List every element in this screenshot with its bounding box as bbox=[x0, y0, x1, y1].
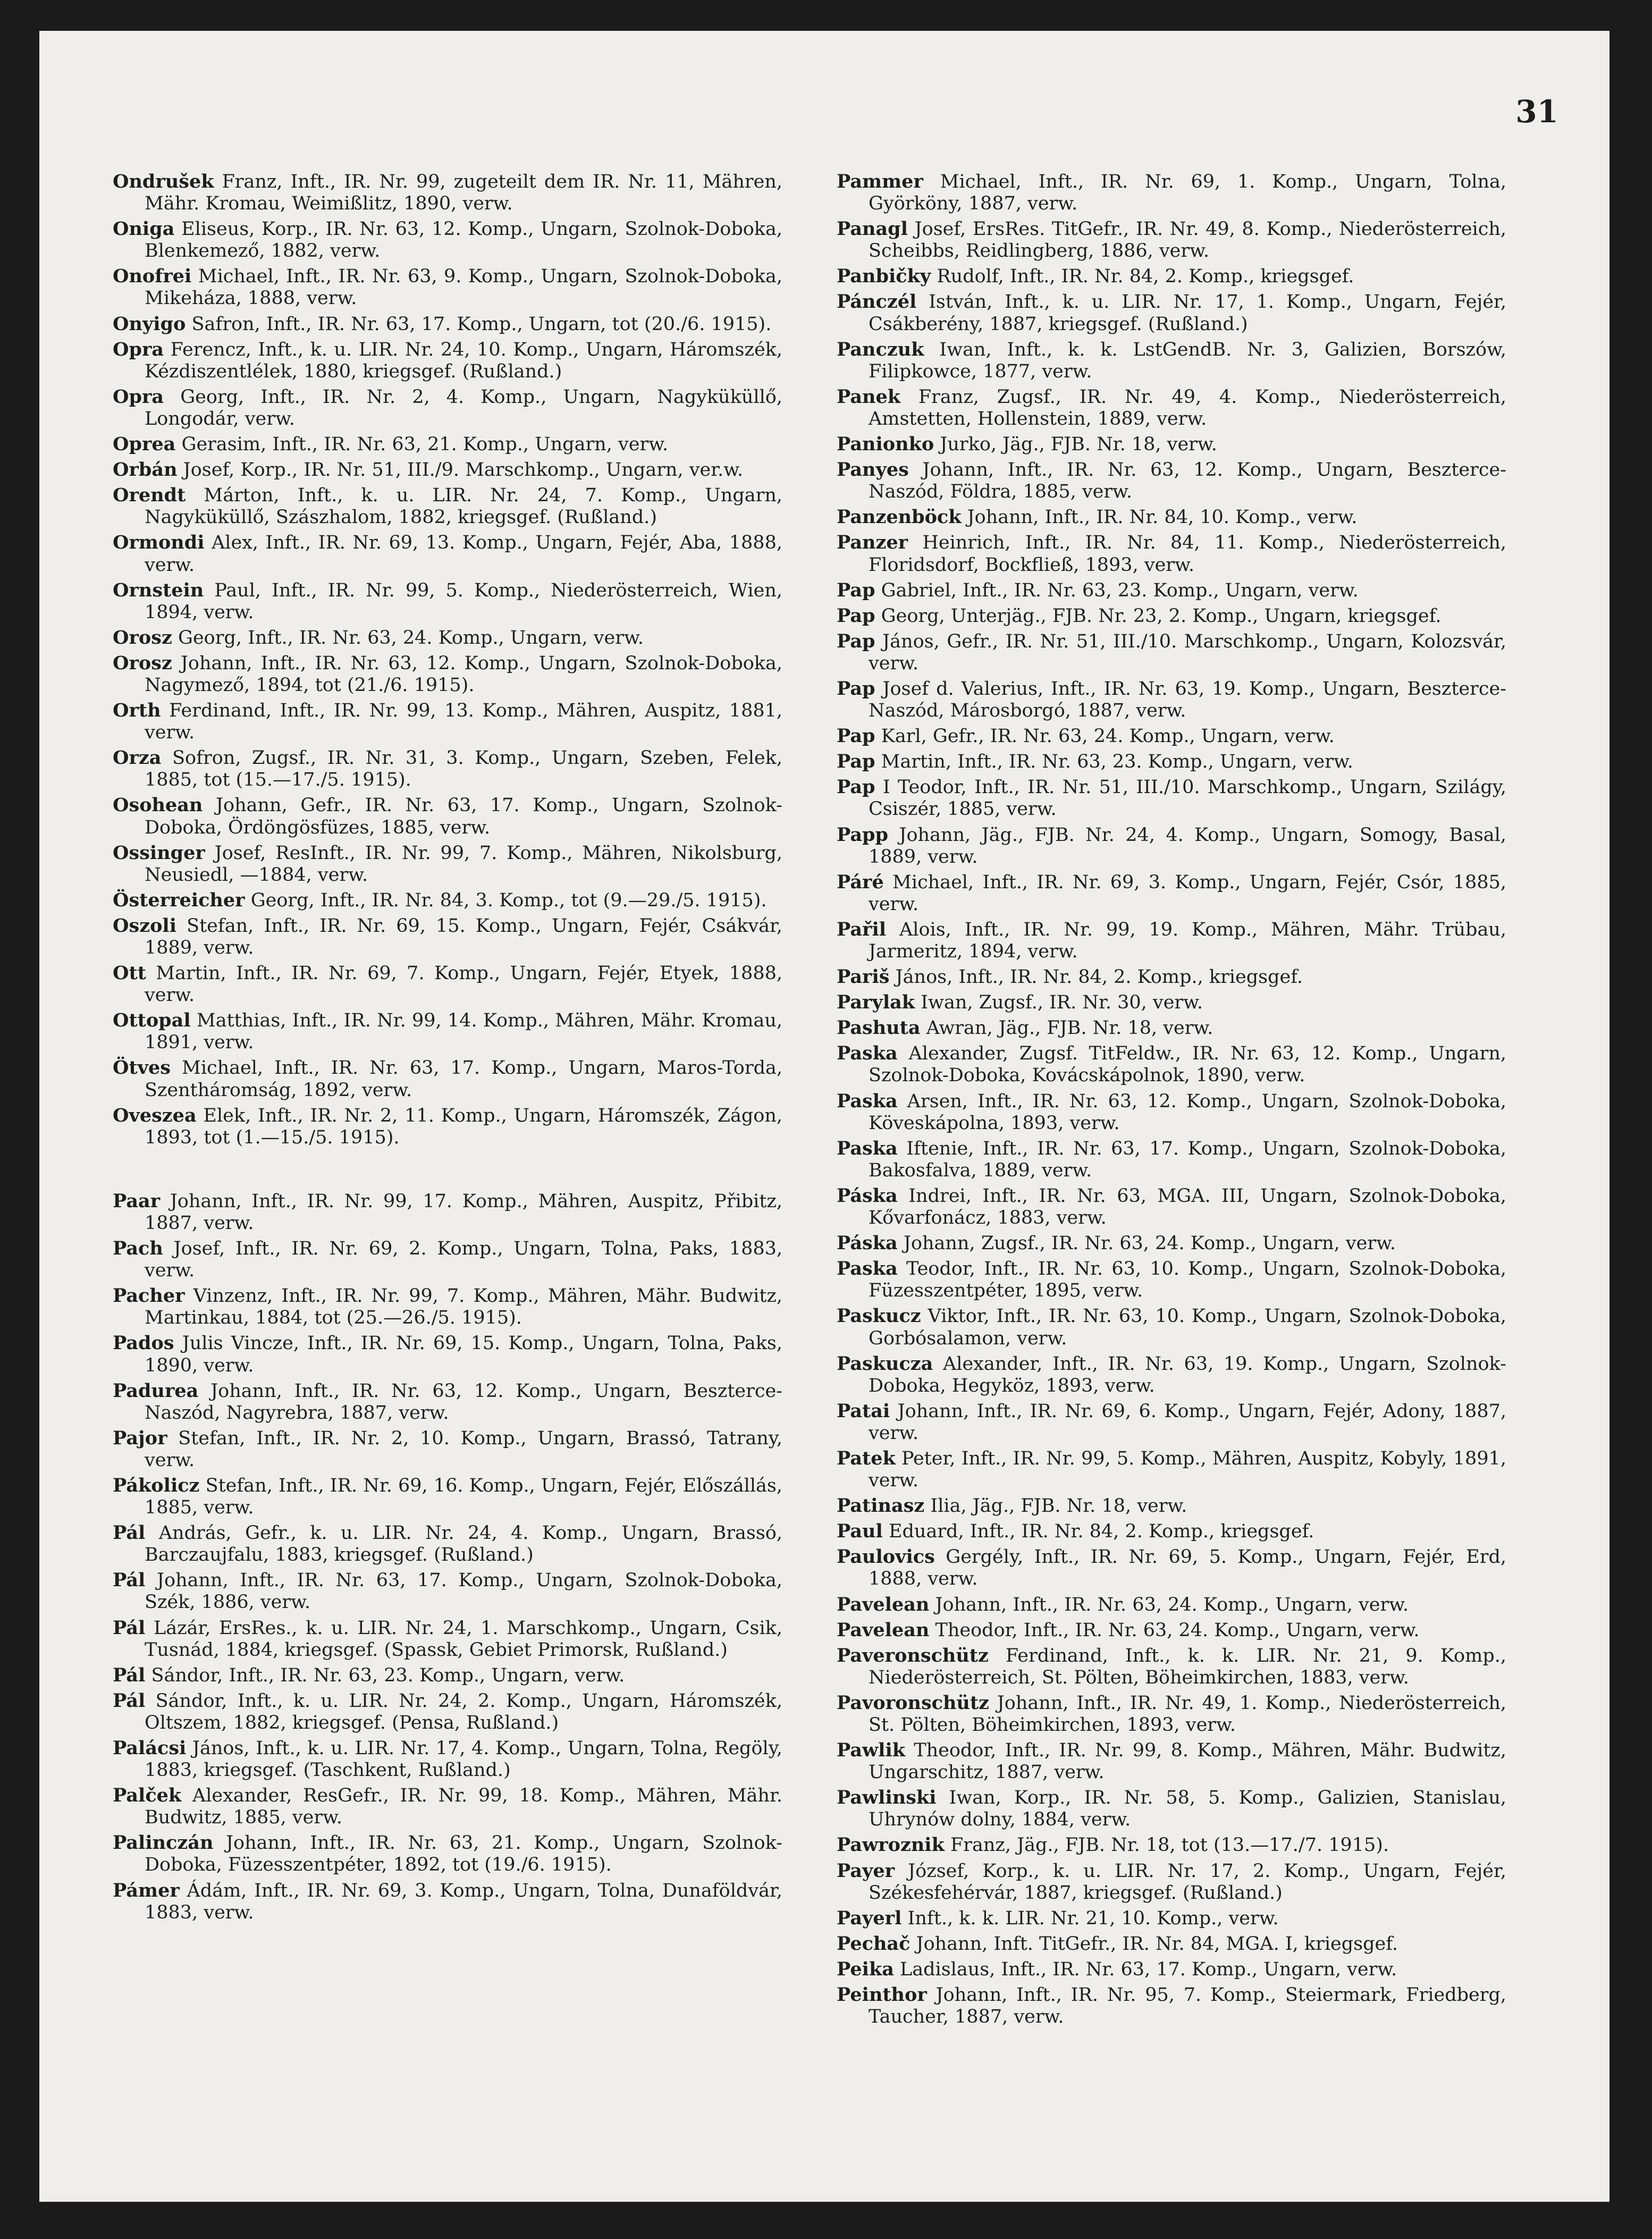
list-item bbox=[837, 725, 1506, 747]
entry-surname: Ott bbox=[113, 962, 146, 984]
list-item bbox=[837, 1305, 1506, 1349]
entry-surname: Paska bbox=[837, 1042, 898, 1065]
list-item bbox=[837, 919, 1506, 963]
list-item bbox=[837, 871, 1506, 915]
entry-surname: Pammer bbox=[837, 171, 923, 192]
entry-surname: Onofrei bbox=[113, 265, 192, 288]
entry-details: Theodor, Inft., IR. Nr. 99, 8. Komp., Mähren, Mähr. Budwitz, Ungarschitz, 1887, verw. bbox=[869, 1740, 1506, 1783]
entry-details: Franz, Inft., IR. Nr. 99, zugeteilt dem IR. Nr. 11, Mähren, Mähr. Kromau, Weimißlitz, 1890, verw. bbox=[145, 171, 782, 215]
list-item bbox=[837, 1090, 1506, 1134]
entry-details: Vinzenz, Inft., IR. Nr. 99, 7. Komp., Mähren, Mähr. Budwitz, Martinkau, 1884, tot (25.—26./5. 1915). bbox=[145, 1285, 782, 1329]
entry-surname: Panzer bbox=[837, 532, 908, 554]
entry-details: Heinrich, Inft., IR. Nr. 84, 11. Komp., Niederösterreich, Floridsdorf, Bockfließ, 1893, verw. bbox=[869, 532, 1506, 576]
list-item bbox=[837, 1645, 1506, 1689]
entry-surname: Opra bbox=[113, 338, 164, 360]
list-item bbox=[113, 1009, 782, 1054]
entry-details: Indrei, Inft., IR. Nr. 63, MGA. III, Ungarn, Szolnok-Doboka, Kővarfonácz, 1883, verw. bbox=[869, 1185, 1506, 1229]
entry-details: Johann, Jäg., FJB. Nr. 24, 4. Komp., Ungarn, Somogy, Basal, 1889, verw. bbox=[869, 824, 1506, 868]
entry-surname: Paulovics bbox=[837, 1546, 935, 1568]
entry-surname: Panczuk bbox=[837, 338, 924, 360]
entry-details: Johann, Inft., IR. Nr. 63, 12. Komp., Ungarn, Beszterce-Naszód, Nagyrebra, 1887, verw. bbox=[145, 1380, 782, 1424]
entry-surname: Panionko bbox=[837, 433, 934, 456]
list-item bbox=[837, 1958, 1506, 1981]
list-item bbox=[113, 484, 782, 528]
right-column bbox=[837, 171, 1506, 2031]
list-item bbox=[837, 1907, 1506, 1930]
list-item bbox=[113, 1285, 782, 1329]
list-item bbox=[113, 1105, 782, 1149]
entry-details: Arsen, Inft., IR. Nr. 63, 12. Komp., Ungarn, Szolnok-Doboka, Köveskápolna, 1893, verw. bbox=[869, 1090, 1506, 1134]
list-item bbox=[837, 1546, 1506, 1590]
entry-surname: Páska bbox=[837, 1232, 898, 1255]
list-item bbox=[837, 1017, 1506, 1039]
list-item bbox=[837, 1787, 1506, 1831]
entry-surname: Paska bbox=[837, 1090, 898, 1112]
entry-surname: Ötves bbox=[113, 1057, 171, 1079]
entry-details: Franz, Zugsf., IR. Nr. 49, 4. Komp., Niederösterreich, Amstetten, Hollenstein, 1889, verw. bbox=[869, 386, 1506, 430]
entry-surname: Payer bbox=[837, 1859, 895, 1882]
list-item bbox=[837, 1619, 1506, 1642]
page-number: 31 bbox=[1515, 94, 1558, 130]
list-item bbox=[113, 842, 782, 886]
entry-surname: Patinasz bbox=[837, 1495, 925, 1517]
list-item bbox=[113, 889, 782, 912]
entry-surname: Pawlinski bbox=[837, 1787, 937, 1809]
entry-details: Alexander, Inft., IR. Nr. 63, 19. Komp., Ungarn, Szolnok-Doboka, Hegyköz, 1893, verw. bbox=[869, 1353, 1506, 1396]
entry-details: Safron, Inft., IR. Nr. 63, 17. Komp., Ungarn, tot (20./6. 1915). bbox=[191, 313, 772, 335]
entry-surname: Pap bbox=[837, 776, 875, 798]
entry-details: Johann, Inft., IR. Nr. 63, 12. Komp., Ungarn, Beszterce-Naszód, Földra, 1885, verw. bbox=[869, 459, 1506, 503]
list-item bbox=[113, 627, 782, 649]
list-item bbox=[837, 1933, 1506, 1955]
entry-surname: Pařil bbox=[837, 918, 887, 940]
list-item bbox=[113, 579, 782, 624]
entry-details: Josef, ResInft., IR. Nr. 99, 7. Komp., Mähren, Nikolsburg, Neusiedl, —1884, verw. bbox=[145, 842, 782, 886]
entry-surname: Orosz bbox=[113, 626, 172, 649]
entry-surname: Ottopal bbox=[113, 1009, 191, 1032]
entry-surname: Paskucz bbox=[837, 1305, 921, 1327]
entry-details: Johann, Inft., IR. Nr. 84, 10. Komp., verw. bbox=[967, 507, 1358, 528]
list-item bbox=[837, 433, 1506, 456]
list-item bbox=[113, 1690, 782, 1734]
entry-details: Stefan, Inft., IR. Nr. 2, 10. Komp., Ungarn, Brassó, Tatrany, verw. bbox=[145, 1427, 782, 1471]
list-item bbox=[113, 171, 782, 215]
list-item bbox=[837, 1834, 1506, 1856]
list-item bbox=[837, 605, 1506, 627]
list-item bbox=[837, 1400, 1506, 1444]
entry-details: József, Korp., k. u. LIR. Nr. 17, 2. Komp., Ungarn, Fejér, Székesfehérvár, 1887, kriegsgef. (Rußland.) bbox=[869, 1860, 1506, 1904]
entry-details: Ilia, Jäg., FJB. Nr. 18, verw. bbox=[930, 1495, 1187, 1517]
entry-surname: Patek bbox=[837, 1447, 896, 1469]
list-item bbox=[113, 1238, 782, 1282]
entry-details: Michael, Inft., IR. Nr. 63, 17. Komp., Ungarn, Maros-Torda, Szentháromság, 1892, verw. bbox=[145, 1057, 782, 1101]
list-item bbox=[837, 1232, 1506, 1255]
entry-details: Julis Vincze, Inft., IR. Nr. 69, 15. Komp., Ungarn, Tolna, Paks, 1890, verw. bbox=[145, 1333, 782, 1376]
list-item bbox=[837, 630, 1506, 675]
entry-details: Georg, Inft., IR. Nr. 2, 4. Komp., Ungarn, Nagyküküllő, Longodár, verw. bbox=[145, 386, 782, 430]
entry-surname: Orosz bbox=[113, 652, 172, 674]
entry-details: Alex, Inft., IR. Nr. 69, 13. Komp., Ungarn, Fejér, Aba, 1888, verw. bbox=[145, 532, 782, 576]
entry-details: Iwan, Korp., IR. Nr. 58, 5. Komp., Galizien, Stanislau, Uhrynów dolny, 1884, verw. bbox=[869, 1787, 1506, 1831]
list-item bbox=[113, 962, 782, 1006]
list-item bbox=[113, 459, 782, 481]
list-item bbox=[113, 532, 782, 576]
entry-details: Michael, Inft., IR. Nr. 63, 9. Komp., Ungarn, Szolnok-Doboka, Mikeháza, 1888, verw. bbox=[145, 266, 782, 309]
entry-surname: Pach bbox=[113, 1238, 163, 1260]
list-item bbox=[113, 1057, 782, 1101]
entry-surname: Pál bbox=[113, 1569, 146, 1592]
entry-details: Johann, Inft., IR. Nr. 49, 1. Komp., Niederösterreich, St. Pölten, Böheimkirchen, 1893, verw. bbox=[869, 1692, 1506, 1736]
list-item bbox=[837, 1447, 1506, 1492]
entry-surname: Papp bbox=[837, 823, 889, 846]
list-item bbox=[837, 1258, 1506, 1302]
entry-details: Sándor, Inft., k. u. LIR. Nr. 24, 2. Komp., Ungarn, Háromszék, Oltszem, 1882, kriegsgef. (Pensa, Rußland.) bbox=[145, 1690, 782, 1733]
entry-surname: Pál bbox=[113, 1617, 146, 1639]
entry-details: István, Inft., k. u. LIR. Nr. 17, 1. Komp., Ungarn, Fejér, Csákberény, 1887, kriegsgef. (Rußland.) bbox=[869, 291, 1506, 335]
entry-surname: Pap bbox=[837, 630, 875, 652]
entry-surname: Ondrušek bbox=[113, 171, 214, 192]
entry-surname: Peika bbox=[837, 1958, 894, 1980]
entry-details: Georg, Unterjäg., FJB. Nr. 23, 2. Komp., Ungarn, kriegsgef. bbox=[881, 605, 1442, 627]
entry-details: Awran, Jäg., FJB. Nr. 18, verw. bbox=[926, 1017, 1213, 1039]
entry-surname: Paveronschütz bbox=[837, 1644, 989, 1666]
list-item bbox=[837, 678, 1506, 722]
entry-details: Georg, Inft., IR. Nr. 84, 3. Komp., tot (9.—29./5. 1915). bbox=[250, 889, 767, 911]
entry-surname: Pap bbox=[837, 604, 875, 627]
entry-surname: Páré bbox=[837, 871, 884, 893]
entry-surname: Oniga bbox=[113, 218, 175, 240]
list-item bbox=[113, 1332, 782, 1376]
list-item bbox=[837, 1520, 1506, 1543]
entry-surname: Peinthor bbox=[837, 1984, 927, 2006]
entry-surname: Palácsi bbox=[113, 1737, 187, 1759]
entry-surname: Pados bbox=[113, 1332, 174, 1354]
entry-details: Josef, Korp., IR. Nr. 51, III./9. Marschkomp., Ungarn, ver.w. bbox=[183, 459, 744, 481]
entry-details: Gerasim, Inft., IR. Nr. 63, 21. Komp., Ungarn, verw. bbox=[181, 434, 669, 456]
list-item bbox=[837, 1692, 1506, 1736]
left-column bbox=[113, 171, 782, 1927]
entry-details: Ádám, Inft., IR. Nr. 69, 3. Komp., Ungarn, Tolna, Dunaföldvár, 1883, verw. bbox=[145, 1880, 782, 1923]
list-item bbox=[113, 1880, 782, 1924]
list-item bbox=[113, 1832, 782, 1876]
entry-details: Jurko, Jäg., FJB. Nr. 18, verw. bbox=[940, 434, 1217, 456]
entry-details: Paul, Inft., IR. Nr. 99, 5. Komp., Niederösterreich, Wien, 1894, verw. bbox=[145, 579, 782, 623]
entry-details: Johann, Inft., IR. Nr. 63, 12. Komp., Ungarn, Szolnok-Doboka, Nagymező, 1894, tot (21./6. 1915). bbox=[145, 652, 782, 696]
entry-details: Márton, Inft., k. u. LIR. Nr. 24, 7. Komp., Ungarn, Nagyküküllő, Szászhalom, 1882, kriegsgef. (Rußland.) bbox=[145, 485, 782, 528]
list-item bbox=[837, 1594, 1506, 1616]
list-item bbox=[113, 1427, 782, 1471]
entry-details: Johann, Zugsf., IR. Nr. 63, 24. Komp., Ungarn, verw. bbox=[903, 1233, 1396, 1255]
entry-surname: Orbán bbox=[113, 459, 178, 481]
entry-surname: Pál bbox=[113, 1664, 146, 1686]
list-item bbox=[113, 433, 782, 456]
list-item bbox=[113, 915, 782, 959]
list-item bbox=[837, 459, 1506, 503]
entry-details: Matthias, Inft., IR. Nr. 99, 14. Komp., Mähren, Mähr. Kromau, 1891, verw. bbox=[145, 1010, 782, 1054]
entry-surname: Pánczél bbox=[837, 291, 917, 313]
entry-details: I Teodor, Inft., IR. Nr. 51, III./10. Marschkomp., Ungarn, Szilágy, Csiszér, 1885, verw. bbox=[869, 777, 1506, 820]
entry-details: Iwan, Inft., k. k. LstGendB. Nr. 3, Galizien, Borszów, Filipkowce, 1877, verw. bbox=[869, 339, 1506, 382]
entry-surname: Padurea bbox=[113, 1379, 199, 1402]
entry-surname: Pacher bbox=[113, 1285, 185, 1307]
list-item bbox=[837, 579, 1506, 602]
list-item bbox=[837, 966, 1506, 988]
entry-details: András, Gefr., k. u. LIR. Nr. 24, 4. Komp., Ungarn, Brassó, Barczaujfalu, 1883, kriegsgef. (Rußland.) bbox=[145, 1522, 782, 1566]
entry-surname: Payerl bbox=[837, 1907, 902, 1929]
entry-details: Sofron, Zugsf., IR. Nr. 31, 3. Komp., Ungarn, Szeben, Felek, 1885, tot (15.—17./5. 1915). bbox=[145, 747, 782, 791]
document-page bbox=[39, 31, 1609, 2202]
entry-surname: Palček bbox=[113, 1785, 182, 1807]
entry-details: Alexander, Zugsf. TitFeldw., IR. Nr. 63, 12. Komp., Ungarn, Szolnok-Doboka, Kovácskápolnok, 1890, verw. bbox=[869, 1043, 1506, 1087]
entry-surname: Palinczán bbox=[113, 1832, 214, 1854]
list-item bbox=[837, 1042, 1506, 1087]
list-item bbox=[837, 506, 1506, 528]
list-item bbox=[113, 700, 782, 744]
entry-surname: Pap bbox=[837, 725, 875, 747]
entry-surname: Oveszea bbox=[113, 1104, 197, 1126]
entry-surname: Orza bbox=[113, 747, 162, 769]
list-item bbox=[837, 824, 1506, 868]
entry-details: Peter, Inft., IR. Nr. 99, 5. Komp., Mähren, Auspitz, Kobyly, 1891, verw. bbox=[869, 1447, 1506, 1492]
list-item bbox=[113, 1785, 782, 1829]
entry-surname: Panbičky bbox=[837, 265, 931, 288]
entry-details: Theodor, Inft., IR. Nr. 63, 24. Komp., Ungarn, verw. bbox=[935, 1619, 1420, 1641]
list-item bbox=[113, 218, 782, 262]
entry-surname: Pashuta bbox=[837, 1017, 921, 1039]
list-item bbox=[113, 265, 782, 309]
list-item bbox=[837, 1984, 1506, 2028]
list-item bbox=[837, 171, 1506, 215]
entry-surname: Ormondi bbox=[113, 532, 205, 554]
entry-details: Sándor, Inft., IR. Nr. 63, 23. Komp., Ungarn, verw. bbox=[151, 1664, 625, 1686]
entry-details: Karl, Gefr., IR. Nr. 63, 24. Komp., Ungarn, verw. bbox=[881, 726, 1335, 747]
entry-details: János, Inft., IR. Nr. 84, 2. Komp., kriegsgef. bbox=[895, 966, 1303, 988]
entry-surname: Pavelean bbox=[837, 1619, 930, 1641]
entry-details: Johann, Inft., IR. Nr. 99, 17. Komp., Mähren, Auspitz, Přibitz, 1887, verw. bbox=[145, 1190, 782, 1234]
list-item bbox=[113, 1190, 782, 1234]
entry-details: Ladislaus, Inft., IR. Nr. 63, 17. Komp., Ungarn, verw. bbox=[900, 1958, 1397, 1980]
entry-details: Johann, Inft., IR. Nr. 63, 17. Komp., Ungarn, Szolnok-Doboka, Szék, 1886, verw. bbox=[145, 1570, 782, 1613]
entry-details: Georg, Inft., IR. Nr. 63, 24. Komp., Ungarn, verw. bbox=[178, 627, 644, 649]
entry-details: Lázár, ErsRes., k. u. LIR. Nr. 24, 1. Marschkomp., Ungarn, Csik, Tusnád, 1884, kriegsgef. (Spassk, Gebiet Primorsk, Rußland.) bbox=[145, 1617, 782, 1661]
entry-details: Alexander, ResGefr., IR. Nr. 99, 18. Komp., Mähren, Mähr. Budwitz, 1885, verw. bbox=[145, 1785, 782, 1829]
list-item bbox=[113, 1475, 782, 1519]
list-item bbox=[113, 339, 782, 383]
list-item bbox=[113, 1522, 782, 1566]
entry-surname: Paska bbox=[837, 1137, 898, 1159]
list-item bbox=[837, 1860, 1506, 1904]
entry-surname: Oszoli bbox=[113, 914, 177, 937]
entry-surname: Ornstein bbox=[113, 579, 204, 601]
list-item bbox=[837, 532, 1506, 576]
entry-details: Alois, Inft., IR. Nr. 99, 19. Komp., Mähren, Mähr. Trübau, Jarmeritz, 1894, verw. bbox=[869, 919, 1506, 962]
entry-surname: Panek bbox=[837, 385, 901, 408]
entry-details: Michael, Inft., IR. Nr. 69, 3. Komp., Ungarn, Fejér, Csór, 1885, verw. bbox=[869, 871, 1506, 915]
list-item bbox=[837, 991, 1506, 1014]
list-item bbox=[113, 1569, 782, 1613]
entry-details: Ferdinand, Inft., IR. Nr. 99, 13. Komp., Mähren, Auspitz, 1881, verw. bbox=[145, 700, 782, 744]
entry-surname: Pámer bbox=[113, 1879, 180, 1901]
entry-details: Josef, Inft., IR. Nr. 69, 2. Komp., Ungarn, Tolna, Paks, 1883, verw. bbox=[145, 1238, 782, 1282]
entry-details: Josef, ErsRes. TitGefr., IR. Nr. 49, 8. Komp., Niederösterreich, Scheibbs, Reidlingberg, 1886, verw. bbox=[869, 218, 1506, 262]
entry-surname: Pavelean bbox=[837, 1593, 930, 1615]
entry-surname: Paska bbox=[837, 1258, 898, 1280]
entry-surname: Paul bbox=[837, 1520, 883, 1543]
entry-surname: Österreicher bbox=[113, 889, 245, 911]
entry-details: Johann, Gefr., IR. Nr. 63, 17. Komp., Ungarn, Szolnok-Doboka, Ördöngösfüzes, 1885, verw. bbox=[145, 795, 782, 838]
list-item bbox=[113, 794, 782, 838]
entry-surname: Panyes bbox=[837, 459, 909, 481]
entry-details: Eliseus, Korp., IR. Nr. 63, 12. Komp., Ungarn, Szolnok-Doboka, Blenkemező, 1882, verw. bbox=[145, 218, 782, 262]
list-item bbox=[113, 1380, 782, 1424]
entry-surname: Orth bbox=[113, 700, 161, 722]
entry-details: Ferencz, Inft., k. u. LIR. Nr. 24, 10. Komp., Ungarn, Háromszék, Kézdiszentlélek, 1880, kriegsgef. (Rußland.) bbox=[145, 339, 782, 382]
entry-details: Iftenie, Inft., IR. Nr. 63, 17. Komp., Ungarn, Szolnok-Doboka, Bakosfalva, 1889, verw. bbox=[869, 1138, 1506, 1181]
entry-surname: Pál bbox=[113, 1522, 146, 1544]
entry-details: Franz, Jäg., FJB. Nr. 18, tot (13.—17./7. 1915). bbox=[950, 1834, 1389, 1856]
entry-surname: Parylak bbox=[837, 991, 915, 1014]
entry-details: Michael, Inft., IR. Nr. 69, 1. Komp., Ungarn, Tolna, Györköny, 1887, verw. bbox=[869, 171, 1506, 215]
entry-details: Iwan, Zugsf., IR. Nr. 30, verw. bbox=[921, 992, 1203, 1014]
list-item bbox=[837, 1138, 1506, 1182]
entry-surname: Ossinger bbox=[113, 841, 205, 864]
list-item bbox=[837, 1739, 1506, 1783]
list-item bbox=[113, 1617, 782, 1661]
entry-surname: Páska bbox=[837, 1184, 898, 1207]
entry-details: Rudolf, Inft., IR. Nr. 84, 2. Komp., kriegsgef. bbox=[937, 266, 1354, 288]
entry-details: Stefan, Inft., IR. Nr. 69, 15. Komp., Ungarn, Fejér, Csákvár, 1889, verw. bbox=[145, 915, 782, 958]
entry-details: Gabriel, Inft., IR. Nr. 63, 23. Komp., Ungarn, verw. bbox=[881, 579, 1359, 601]
entry-details: Viktor, Inft., IR. Nr. 63, 10. Komp., Ungarn, Szolnok-Doboka, Gorbósalamon, verw. bbox=[869, 1306, 1506, 1349]
entry-surname: Opra bbox=[113, 385, 164, 408]
entry-surname: Pavoronschütz bbox=[837, 1691, 989, 1714]
list-item bbox=[837, 218, 1506, 262]
entry-details: Martin, Inft., IR. Nr. 69, 7. Komp., Ungarn, Fejér, Etyek, 1888, verw. bbox=[145, 963, 782, 1006]
list-item bbox=[113, 386, 782, 430]
list-item bbox=[837, 776, 1506, 820]
list-item bbox=[113, 1737, 782, 1781]
entry-details: Martin, Inft., IR. Nr. 63, 23. Komp., Ungarn, verw. bbox=[881, 751, 1353, 773]
list-item bbox=[837, 1495, 1506, 1517]
entry-surname: Pap bbox=[837, 751, 875, 773]
entry-details: János, Inft., k. u. LIR. Nr. 17, 4. Komp., Ungarn, Tolna, Regöly, 1883, kriegsgef. (Taschkent, Rußland.) bbox=[145, 1738, 782, 1781]
list-item bbox=[113, 747, 782, 791]
entry-details: Elek, Inft., IR. Nr. 2, 11. Komp., Ungarn, Háromszék, Zágon, 1893, tot (1.—15./5. 1915). bbox=[145, 1105, 782, 1148]
entry-surname: Pechač bbox=[837, 1932, 911, 1955]
list-item bbox=[113, 652, 782, 696]
entry-surname: Pál bbox=[113, 1689, 146, 1712]
list-item bbox=[113, 1664, 782, 1687]
entry-details: Johann, Inft., IR. Nr. 63, 24. Komp., Ungarn, verw. bbox=[935, 1594, 1409, 1615]
entry-surname: Pap bbox=[837, 579, 875, 601]
entry-surname: Onyigo bbox=[113, 313, 186, 335]
entry-details: Inft., k. k. LIR. Nr. 21, 10. Komp., verw. bbox=[907, 1907, 1279, 1929]
entry-details: Johann, Inft., IR. Nr. 63, 21. Komp., Ungarn, Szolnok-Doboka, Füzesszentpéter, 1892, tot (19./6. 1915). bbox=[145, 1832, 782, 1876]
entry-details: János, Gefr., IR. Nr. 51, III./10. Marschkomp., Ungarn, Kolozsvár, verw. bbox=[869, 630, 1506, 674]
entry-surname: Pákolicz bbox=[113, 1474, 200, 1496]
list-item bbox=[837, 386, 1506, 430]
entry-details: Teodor, Inft., IR. Nr. 63, 10. Komp., Ungarn, Szolnok-Doboka, Füzesszentpéter, 1895, verw. bbox=[869, 1258, 1506, 1302]
list-item bbox=[837, 751, 1506, 773]
entry-details: Johann, Inft., IR. Nr. 69, 6. Komp., Ungarn, Fejér, Adony, 1887, verw. bbox=[869, 1400, 1506, 1444]
entry-surname: Panagl bbox=[837, 218, 908, 240]
entry-surname: Orendt bbox=[113, 484, 186, 507]
entry-surname: Pariš bbox=[837, 966, 890, 988]
entry-details: Johann, Inft., IR. Nr. 95, 7. Komp., Steiermark, Friedberg, Taucher, 1887, verw. bbox=[869, 1984, 1506, 2028]
entry-surname: Oprea bbox=[113, 433, 176, 456]
entry-surname: Osohean bbox=[113, 794, 203, 817]
entry-surname: Panzenböck bbox=[837, 506, 962, 528]
list-item bbox=[113, 313, 782, 335]
entry-surname: Pawroznik bbox=[837, 1834, 945, 1856]
entry-surname: Pap bbox=[837, 677, 875, 700]
entry-details: Josef d. Valerius, Inft., IR. Nr. 63, 19. Komp., Ungarn, Beszterce-Naszód, Márosborgó, 1887, verw. bbox=[869, 678, 1506, 722]
entry-details: Ferdinand, Inft., k. k. LIR. Nr. 21, 9. Komp., Niederösterreich, St. Pölten, Böheimkirchen, 1883, verw. bbox=[869, 1645, 1506, 1688]
entry-surname: Paar bbox=[113, 1190, 161, 1212]
list-item bbox=[837, 265, 1506, 288]
entry-surname: Pajor bbox=[113, 1427, 167, 1449]
entry-details: Stefan, Inft., IR. Nr. 69, 16. Komp., Ungarn, Fejér, Előszállás, 1885, verw. bbox=[145, 1475, 782, 1519]
list-item bbox=[837, 291, 1506, 335]
entry-surname: Pawlik bbox=[837, 1739, 906, 1762]
entry-details: Johann, Inft. TitGefr., IR. Nr. 84, MGA. I, kriegsgef. bbox=[916, 1933, 1398, 1955]
entry-surname: Paskucza bbox=[837, 1352, 933, 1375]
list-item bbox=[837, 339, 1506, 383]
list-item bbox=[837, 1353, 1506, 1397]
list-item bbox=[837, 1185, 1506, 1229]
entry-surname: Patai bbox=[837, 1400, 890, 1422]
entry-details: Eduard, Inft., IR. Nr. 84, 2. Komp., kriegsgef. bbox=[888, 1521, 1314, 1543]
entry-details: Gergély, Inft., IR. Nr. 69, 5. Komp., Ungarn, Fejér, Erd, 1888, verw. bbox=[869, 1546, 1506, 1590]
